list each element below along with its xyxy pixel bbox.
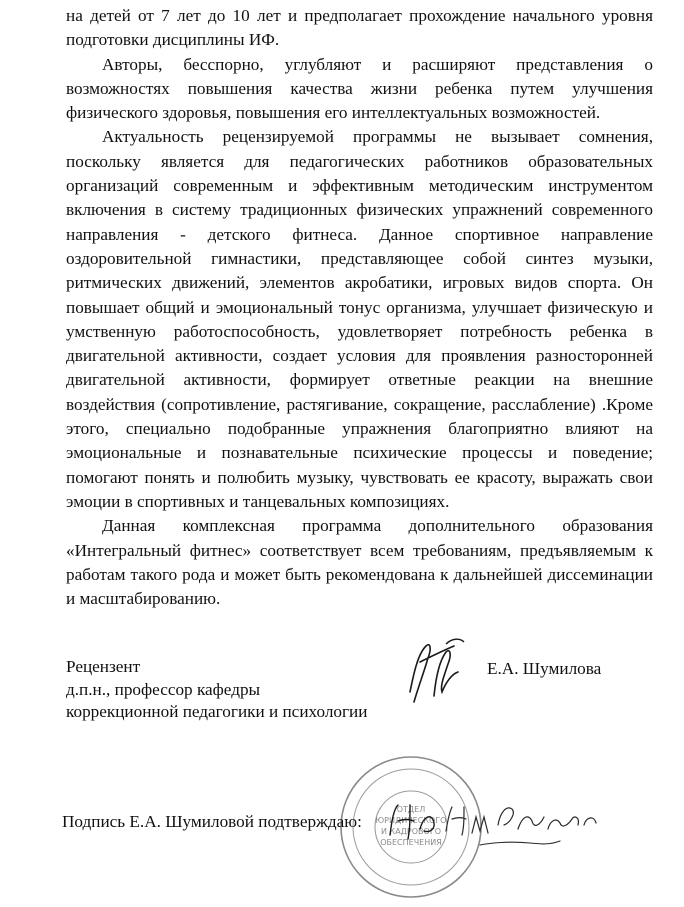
confirmation-signature	[380, 795, 610, 855]
paragraph-1: на детей от 7 лет до 10 лет и предполагает прохождение начального уровня подготовки дисциплины ИФ.	[66, 6, 653, 50]
reviewer-department: коррекционной педагогики и психологии	[66, 702, 368, 721]
reviewer-role: Рецензент	[66, 657, 141, 676]
paragraph-4: Данная комплексная программа дополнительного образования «Интегральный фитнес» соответствует всем требованиям, предъявляемым к работам такого рода и может быть рекомендована к дальнейшей диссеминации и масштабированию.	[66, 516, 653, 609]
stamp-line-4: ОБЕСПЕЧЕНИЯ	[380, 838, 442, 847]
review-body	[66, 4, 653, 611]
stamp-line-3: И КАДРОВОГО	[380, 827, 442, 836]
paragraph-3: Актуальность рецензируемой программы не вызывает сомнения, поскольку является для педагогических работников образовательных организаций современным и эффективным методическим инструментом включения в систему традиционных физических упражнений современного направления - детского фитнеса. Данное спортивное направление оздоровительной гимнастики, представляющее собой синтез музыки, ритмических движений, элементов акробатики, игровых видов спорта. Он повышает общий и эмоциональный тонус организма, улучшает физическую и умственную работоспособность, удовлетворяет потребность ребенка в двигательной активности, создает условия для проявления разносторонней двигательной активности, формирует ответные реакции на внешние воздействия (сопротивление, растягивание, сокращение, расслабление) .Кроме этого, специально подобранные упражнения благоприятно влияют на эмоциональные и познавательные психические процессы и поведение; помогают понять и полюбить музыку, чувствовать ее красоту, выражать свои эмоции в спортивных и танцевальных композициях.	[66, 127, 653, 511]
reviewer-name: Е.А. Шумилова	[487, 659, 602, 678]
stamp-line-2: ЮРИДИЧЕСКОГО	[375, 816, 447, 825]
stamp-line-1: ОТДЕЛ	[396, 805, 426, 814]
paragraph-2: Авторы, бесспорно, углубляют и расширяют представления о возможностях повышения качества жизни ребенка путем улучшения физического здоровья, повышения его интеллектуальных возможностей.	[66, 54, 653, 123]
reviewer-block	[66, 656, 367, 724]
signature-confirmation: Подпись Е.А. Шумиловой подтверждаю:	[62, 812, 362, 831]
reviewer-degree: д.п.н., профессор кафедры	[66, 679, 261, 699]
reviewer-signature	[396, 632, 476, 712]
